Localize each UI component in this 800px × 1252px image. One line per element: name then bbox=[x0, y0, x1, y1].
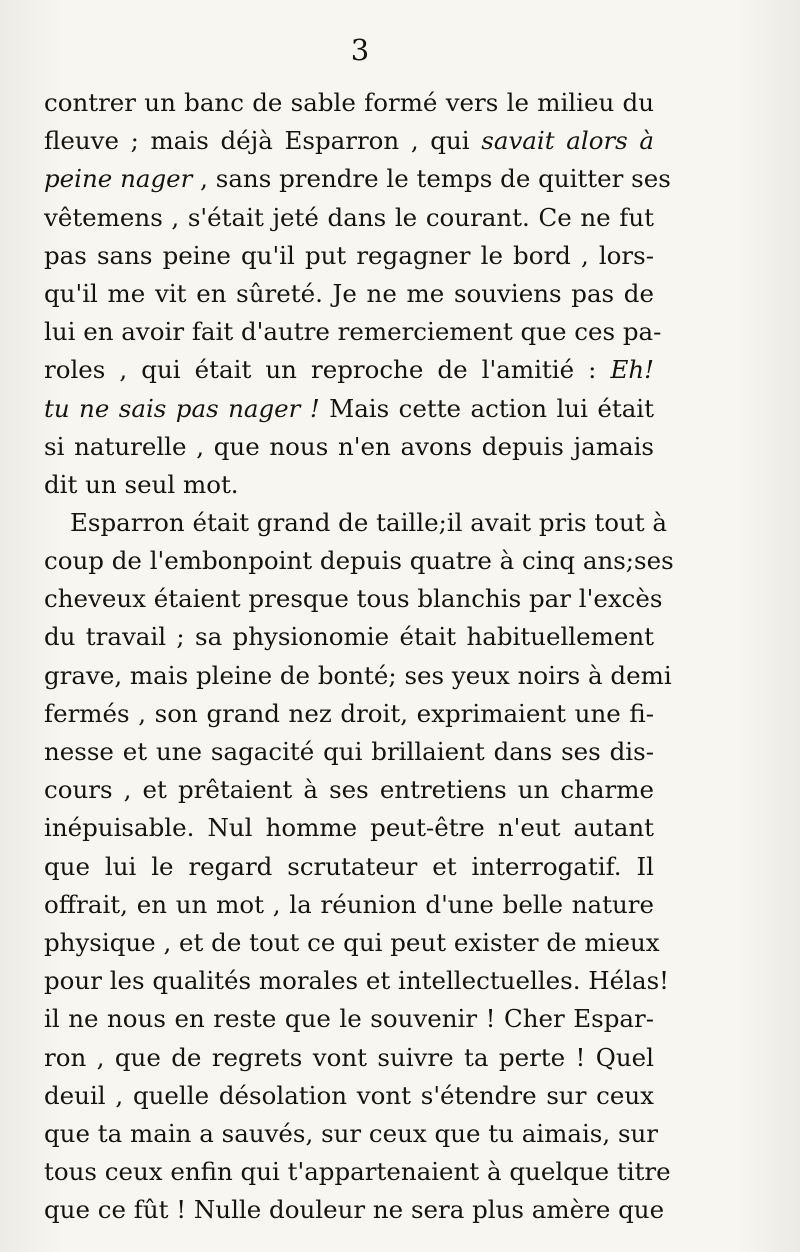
text-line: deuil , quelle désolation vont s'étendre sur ceux bbox=[44, 1080, 654, 1110]
text-line: inépuisable. Nul homme peut-être n'eut autant bbox=[44, 813, 654, 843]
italic-text: peine nager bbox=[44, 164, 193, 194]
text-line: qu'il me vit en sûreté. Je ne me souviens pas de bbox=[44, 278, 654, 308]
text-line: lui en avoir fait d'autre remerciement que ces pa- bbox=[44, 317, 662, 347]
text-line: fermés , son grand nez droit, exprimaient une fi- bbox=[44, 698, 654, 728]
text-line: que ta main a sauvés, sur ceux que tu aimais, sur bbox=[44, 1118, 659, 1148]
text-line: cours , et prêtaient à ses entretiens un charme bbox=[44, 775, 654, 805]
text-line: que lui le regard scrutateur et interrogatif. Il bbox=[44, 851, 654, 881]
italic-text: tu ne sais pas nager ! bbox=[44, 393, 320, 423]
text-line: pas sans peine qu'il put regagner le bord , lors- bbox=[44, 240, 654, 270]
text-line: vêtemens , s'était jeté dans le courant. Ce ne fut bbox=[44, 202, 654, 232]
text-line: pour les qualités morales et intellectuelles. Hélas! bbox=[44, 966, 670, 996]
text-line: physique , et de tout ce qui peut exister de mieux bbox=[44, 927, 660, 957]
text-line: offrait, en un mot , la réunion d'une belle nature bbox=[44, 889, 654, 919]
text-line: tous ceux enfin qui t'appartenaient à quelque titre bbox=[44, 1157, 671, 1187]
body-text bbox=[44, 84, 674, 1229]
text-line: cheveux étaient presque tous blanchis par l'excès bbox=[44, 584, 663, 614]
text-line: nesse et une sagacité qui brillaient dans ses dis- bbox=[44, 737, 654, 766]
italic-text: savait alors à bbox=[481, 126, 654, 156]
text-line: si naturelle , que nous n'en avons depuis jamais bbox=[44, 431, 654, 461]
text-span: roles , qui était un reproche de l'amitié : bbox=[44, 355, 597, 385]
italic-text: Eh! bbox=[610, 355, 654, 385]
text-line: grave, mais pleine de bonté; ses yeux noirs à demi bbox=[44, 660, 672, 690]
text-span: Mais cette action lui était bbox=[329, 393, 654, 423]
text-line bbox=[44, 160, 671, 198]
text-line: il ne nous en reste que le souvenir ! Cher Espar- bbox=[44, 1004, 654, 1034]
text-line: du travail ; sa physionomie était habituellement bbox=[44, 622, 654, 652]
text-line: ron , que de regrets vont suivre ta perte ! Quel bbox=[44, 1042, 654, 1072]
text-span: fleuve ; mais déjà Esparron , qui bbox=[44, 126, 470, 156]
page-number: 3 bbox=[350, 33, 370, 67]
paragraph-start-line: Esparron était grand de taille;il avait pris tout à bbox=[70, 508, 668, 538]
text-line bbox=[44, 351, 654, 389]
text-span: , sans prendre le temps de quitter ses bbox=[200, 164, 671, 194]
text-line: que ce fût ! Nulle douleur ne sera plus amère que bbox=[44, 1195, 665, 1225]
text-line bbox=[44, 390, 654, 428]
text-line: dit un seul mot. bbox=[44, 469, 239, 499]
text-line: coup de l'embonpoint depuis quatre à cinq ans;ses bbox=[44, 546, 674, 576]
text-line: contrer un banc de sable formé vers le milieu du bbox=[44, 88, 654, 117]
text-line bbox=[44, 122, 654, 160]
